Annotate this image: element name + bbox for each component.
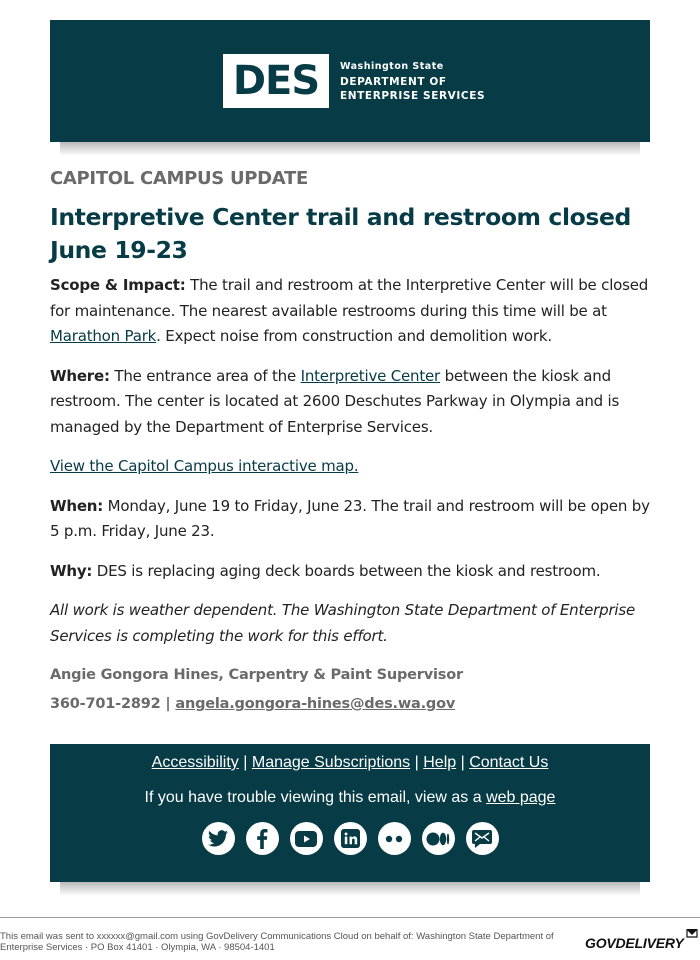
govdelivery-mark-icon (686, 927, 698, 939)
campus-map-link[interactable]: View the Capitol Campus interactive map. (50, 457, 359, 475)
when-paragraph (50, 494, 650, 545)
footer-sep-2: | (414, 754, 419, 771)
article-headline: Interpretive Center trail and restroom closed June 19-23 (50, 203, 631, 264)
web-page-link[interactable]: web page (486, 789, 556, 806)
contact-phone: 360-701-2892 (50, 696, 161, 712)
where-text-2: between the kiosk and restroom. The center is located at 2600 Deschutes Parkway in Olympia and is managed by the Department of Enterprise Services. (50, 366, 620, 436)
des-logo (223, 54, 329, 108)
accessibility-link[interactable]: Accessibility (151, 754, 239, 771)
article-kicker: CAPITOL CAMPUS UPDATE (50, 168, 308, 189)
banner-shadow (60, 142, 640, 156)
interpretive-center-link[interactable]: Interpretive Center (300, 366, 440, 385)
footer-shadow (60, 882, 640, 896)
footer-sep-3: | (460, 754, 465, 771)
email-icon[interactable] (466, 822, 499, 855)
scope-label: Scope & Impact: (50, 276, 186, 294)
disclaimer-text: All work is weather dependent. The Washington State Department of Enterprise Services is completing the work for this effort. (50, 601, 636, 645)
medium-icon[interactable] (422, 822, 455, 855)
social-icons (50, 822, 650, 855)
scope-paragraph (50, 273, 650, 350)
footer-note-text: If you have trouble viewing this email, view as a (144, 789, 482, 806)
logo-text (340, 61, 485, 103)
youtube-icon[interactable] (290, 822, 323, 855)
why-paragraph (50, 559, 650, 585)
email-container (50, 20, 650, 717)
contact-block (50, 663, 650, 717)
contact-name: Angie Gongora Hines, Carpentry & Paint Supervisor (50, 667, 463, 683)
scope-text-2: . Expect noise from construction and demolition work. (156, 327, 552, 345)
why-label: Why: (50, 561, 93, 580)
footer-note (50, 788, 650, 808)
twitter-icon[interactable] (202, 822, 235, 855)
where-paragraph (50, 364, 650, 441)
map-paragraph (50, 454, 650, 480)
contact-us-link[interactable]: Contact Us (469, 754, 549, 771)
footer-sep-1: | (243, 754, 248, 771)
flickr-icon[interactable] (378, 822, 411, 855)
logo-line-3: ENTERPRISE SERVICES (340, 90, 486, 102)
why-text: DES is replacing aging deck boards between the kiosk and restroom. (96, 561, 601, 580)
bottom-disclaimer: This email was sent to xxxxxx@gmail.com using GovDelivery Communications Cloud on behalf of: Washington State Department of Enterprise Services · PO Box 41401 · Olympia, WA · 98504-1401 (0, 931, 554, 953)
help-link[interactable]: Help (423, 754, 457, 771)
logo-abbr: DES (232, 58, 320, 104)
manage-subscriptions-link[interactable]: Manage Subscriptions (251, 754, 411, 771)
where-label: Where: (50, 366, 110, 385)
facebook-icon[interactable] (246, 822, 279, 855)
when-label: When: (50, 496, 104, 515)
logo-line-1: Washington State (340, 61, 444, 72)
when-text: Monday, June 19 to Friday, June 23. The trail and restroom will be open by 5 p.m. Friday, June 23. (50, 496, 650, 540)
contact-line (50, 692, 650, 717)
header-banner (50, 20, 650, 142)
disclaimer-paragraph (50, 598, 650, 649)
footer-links (50, 753, 650, 773)
footer-box (50, 744, 650, 882)
bottom-divider (0, 917, 700, 918)
linkedin-icon[interactable] (334, 822, 367, 855)
govdelivery-logo: GOVDELIVERY (585, 935, 684, 951)
contact-email-link[interactable]: angela.gongora-hines@des.wa.gov (175, 696, 456, 712)
contact-separator: | (165, 696, 171, 712)
logo-line-2: DEPARTMENT OF (340, 76, 447, 88)
where-text: The entrance area of the (114, 366, 297, 385)
scope-text: The trail and restroom at the Interpretive Center will be closed for maintenance. The nearest available restrooms during this time will be at (50, 276, 649, 320)
marathon-park-link[interactable]: Marathon Park (50, 327, 157, 345)
